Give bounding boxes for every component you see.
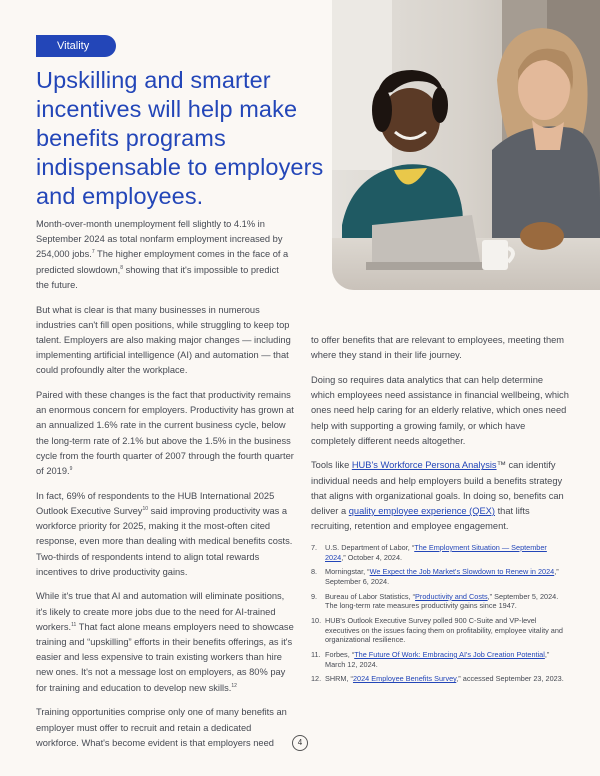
page-number: 4 [292, 735, 308, 751]
footnote: 10. HUB's Outlook Executive Survey polled 900 C-Suite and VP-level executives on the issues facing them on profitability, employee vitality and organizational resilience. [311, 615, 563, 645]
footnote: 7. U.S. Department of Labor, “The Employment Situation — September 2024,” October 4, 2024. [311, 543, 547, 562]
office-photo-image [332, 0, 600, 290]
paragraph: to offer benefits that are relevant to employees, meeting them where they stand in their life journey. [311, 335, 565, 361]
section-tag: Vitality [36, 35, 116, 57]
footnote: 8. Morningstar, “We Expect the Job Market's Slowdown to Renew in 2024,” September 6, 2024. [311, 567, 559, 587]
right-column [311, 333, 569, 544]
footnote-link[interactable]: 2024 Employee Benefits Survey [352, 674, 457, 684]
paragraph: Doing so requires data analytics that can help determine which employees need assistance in financial wellbeing, which ones need help caring for an elderly relative, which ones need help with supporting a growing family, or which have completely different needs altogether. [311, 374, 569, 446]
footnote-link[interactable]: Productivity and Costs [415, 591, 488, 601]
page-title: Upskilling and smarter incentives will help make benefits programs indispensable to employers and employees. [36, 67, 324, 209]
paragraph: In fact, 69% of respondents to the HUB International 2025 Outlook Executive Survey$^{10}$ said improving productivity was a workforce priority for 2025, making it the most-often cited response, even more than dealing with medical benefits costs. Two-thirds of respondents intend to align total rewards incentives to drive productivity gains. [36, 490, 293, 577]
footnote-link[interactable]: The Employment Situation — September 2024 [325, 543, 547, 562]
paragraph: But what is clear is that many businesses in numerous industries can't fill open positions, while struggling to keep top talent. Employers are also making major changes — including implementing artificial intelligence (AI) and automation — that could profoundly alter the workplace. [36, 304, 291, 376]
paragraph: Training opportunities comprise only one of many benefits an employer must offer to recruit and retain a dedicated workforce. What's become evident is that employers need [36, 707, 287, 748]
qex-link[interactable]: quality employee experience (QEX) [348, 506, 495, 517]
footnote: 11. Forbes, “The Future Of Work: Embracing AI's Job Creation Potential,” March 12, 2024. [311, 649, 550, 669]
hero-photo [332, 0, 600, 290]
footnotes [311, 543, 567, 689]
footnote-link[interactable]: We Expect the Job Market's Slowdown to Renew in 2024 [369, 567, 555, 577]
paragraph: Tools like HUB's Workforce Persona Analysis™ can identify individual needs and help employers build a benefits strategy that aligns with organizational goals. In doing so, benefits can deliver a quality employee experience (QEX) that lifts recruiting, retention and employee engagement. [311, 460, 564, 532]
footnote: 9. Bureau of Labor Statistics, “Productivity and Costs,” September 5, 2024. The long-term rate measures productivity gains since 1947. [311, 591, 559, 611]
footnote-link[interactable]: The Future Of Work: Embracing AI's Job Creation Potential [354, 649, 545, 659]
paragraph: Paired with these changes is the fact that productivity remains an enormous concern for employers. Productivity has grown at an annualized 1.6% rate in the current business cycle, below the long-term rate of 2.1% but above the 1.5% in the business cycle from the fourth quarter of 2007 through the fourth quarter of 2019.$^9$ [36, 390, 294, 477]
workforce-persona-link[interactable]: HUB's Workforce Persona Analysis [351, 460, 497, 471]
left-column [36, 217, 294, 761]
paragraph: Month-over-month unemployment fell slightly to 4.1% in September 2024 as total nonfarm employment increased by 254,000 jobs.$^7$ The higher employment comes in the face of a predicted slowdown,$^8$ showing that it's impossible to predict the future. [36, 219, 289, 290]
footnote: 12. SHRM, “2024 Employee Benefits Survey,” accessed September 23, 2023. [311, 674, 564, 684]
paragraph: While it's true that AI and automation will eliminate positions, it's likely to create more jobs due to the need for AI-trained workers.$^{11}$ That fact alone means employers need to showcase training and “upskilling” efforts in their benefits offerings, as it's easier and less expensive to train existing workers than hire new ones. It's not a message lost on employers, as 80% pay for training and education to develop new skills.$^{12}$ [36, 591, 294, 693]
